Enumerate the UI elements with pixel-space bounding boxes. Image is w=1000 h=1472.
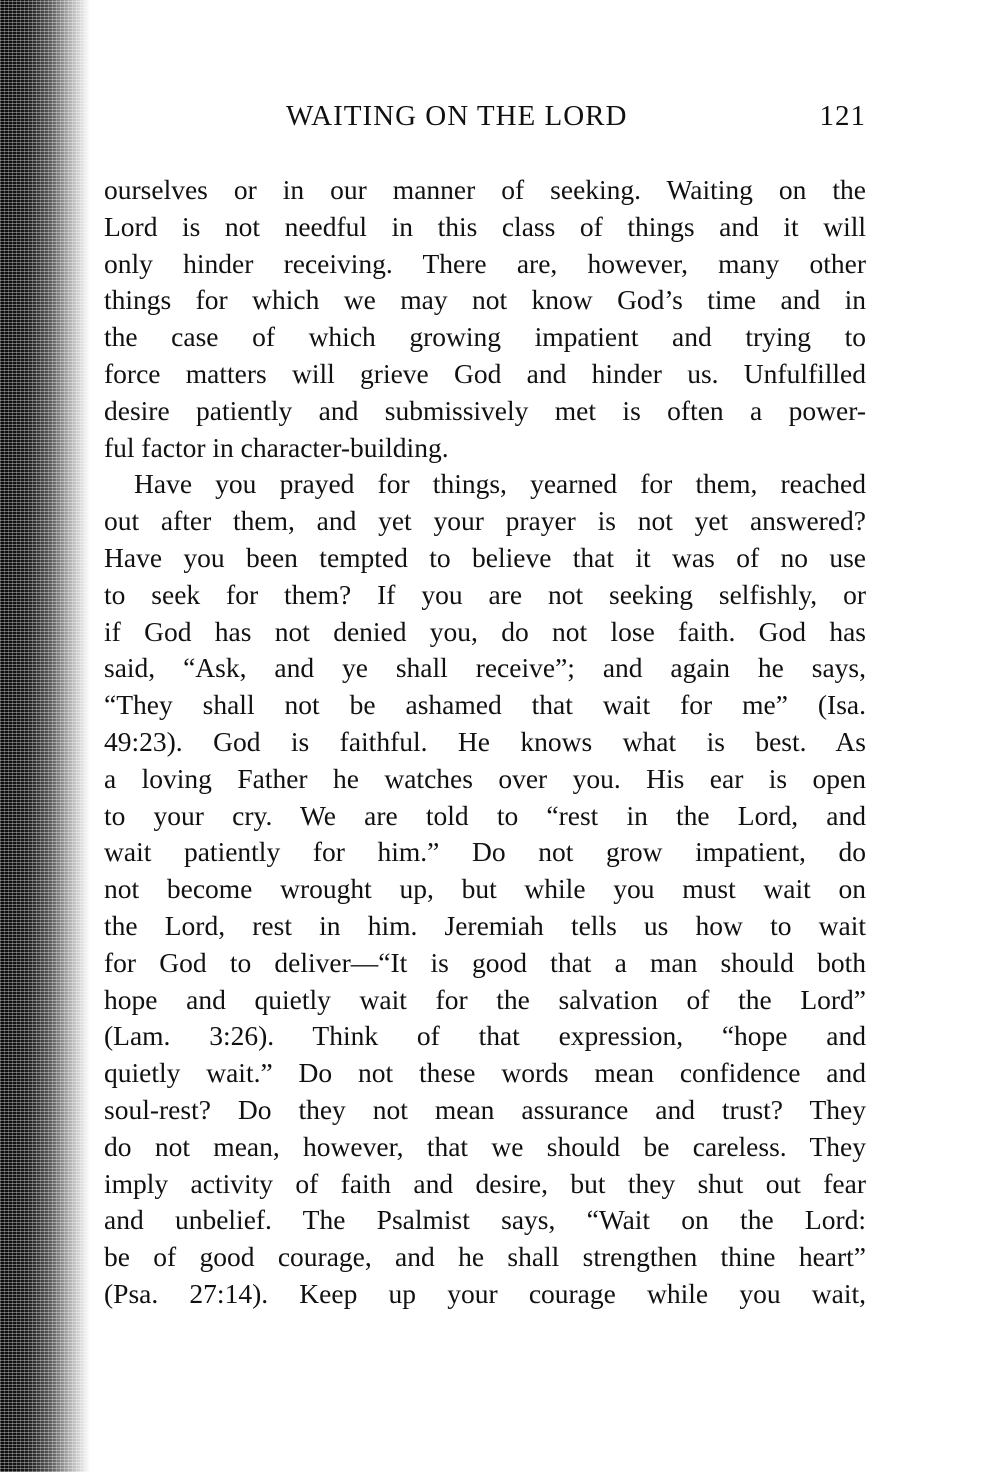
- text-line: hope and quietly wait for the salvation of the Lord”: [104, 983, 866, 1015]
- running-title: WAITING ON THE LORD: [286, 100, 628, 132]
- paragraph-1: [104, 172, 866, 466]
- body-text: [104, 172, 866, 1313]
- text-line: the case of which growing impatient and trying to: [104, 321, 866, 353]
- text-line: quietly wait.” Do not these words mean confidence and: [104, 1057, 866, 1089]
- text-line: things for which we may not know God’s time and in: [104, 284, 866, 316]
- text-line: Have you prayed for things, yearned for them, reached: [134, 468, 866, 500]
- text-line: for God to deliver—“It is good that a man should both: [104, 946, 866, 978]
- text-line: ourselves or in our manner of seeking. Waiting on the: [104, 174, 866, 205]
- text-line: (Psa. 27:14). Keep up your courage while you wait,: [104, 1277, 866, 1309]
- text-line: the Lord, rest in him. Jeremiah tells us how to wait: [104, 909, 866, 941]
- text-line: only hinder receiving. There are, however, many other: [104, 247, 866, 279]
- text-line: to your cry. We are told to “rest in the Lord, and: [104, 799, 866, 831]
- text-line: imply activity of faith and desire, but they shut out fear: [104, 1167, 866, 1199]
- text-line: desire patiently and submissively met is often a power-: [104, 394, 866, 426]
- text-line: out after them, and yet your prayer is not yet answered?: [104, 505, 866, 537]
- text-line: and unbelief. The Psalmist says, “Wait on the Lord:: [104, 1204, 866, 1236]
- text-line: said, “Ask, and ye shall receive”; and again he says,: [104, 652, 866, 684]
- text-line: to seek for them? If you are not seeking selfishly, or: [104, 578, 866, 610]
- text-line: do not mean, however, that we should be careless. They: [104, 1130, 866, 1162]
- text-line: if God has not denied you, do not lose faith. God has: [104, 615, 866, 647]
- text-line: (Lam. 3:26). Think of that expression, “hope and: [104, 1020, 866, 1052]
- text-line: ful factor in character-building.: [104, 431, 449, 463]
- text-line: “They shall not be ashamed that wait for me” (Isa.: [104, 689, 866, 721]
- paragraph-2: [104, 466, 866, 1312]
- text-line: a loving Father he watches over you. His ear is open: [104, 762, 866, 794]
- text-line: Have you been tempted to believe that it was of no use: [104, 541, 866, 573]
- text-line: 49:23). God is faithful. He knows what is best. As: [104, 725, 866, 757]
- running-header: [104, 100, 866, 140]
- text-line: soul-rest? Do they not mean assurance and trust? They: [104, 1093, 866, 1125]
- text-line: wait patiently for him.” Do not grow impatient, do: [104, 836, 866, 868]
- page-number: 121: [819, 100, 866, 132]
- text-line: be of good courage, and he shall strengthen thine heart”: [104, 1241, 866, 1273]
- text-line: Lord is not needful in this class of things and it will: [104, 210, 866, 242]
- page-gutter-shadow: [0, 0, 90, 1472]
- text-line: force matters will grieve God and hinder us. Unfulfilled: [104, 357, 866, 389]
- text-line: not become wrought up, but while you must wait on: [104, 873, 866, 905]
